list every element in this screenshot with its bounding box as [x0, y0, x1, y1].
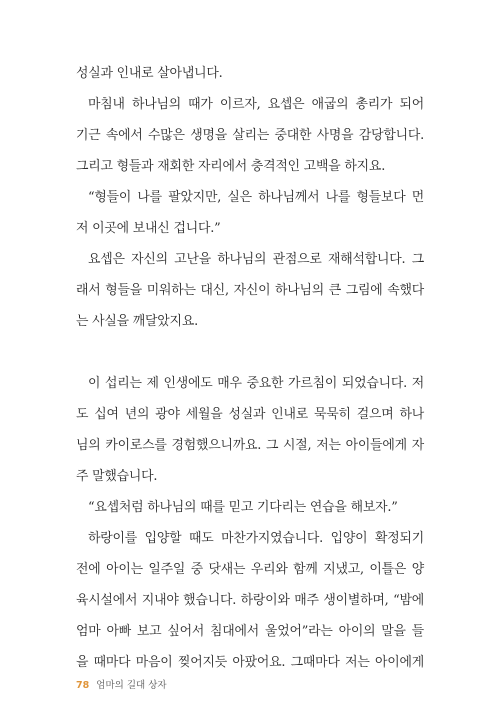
text-line: 는 사실을 깨달았지요. [76, 314, 198, 329]
quote-2 [76, 492, 424, 523]
text-line: 하랑이를 입양할 때도 마찬가지였습니다. 입양이 확정되기 [88, 531, 424, 546]
text-line: 저 이곳에 보내신 겁니다.” [76, 221, 221, 236]
paragraph-5 [76, 523, 424, 678]
paragraph-1 [76, 58, 424, 89]
paragraph-4 [76, 368, 424, 492]
text-line: 육시설에서 지내야 했습니다. 하랑이와 매주 생이별하며, “밤에 [76, 593, 424, 608]
text-line: 성실과 인내로 살아냅니다. [76, 66, 223, 81]
page-number: 78 [76, 680, 90, 691]
page-footer [76, 679, 167, 693]
text-line: 주 말했습니다. [76, 469, 158, 484]
paragraph-2 [76, 89, 424, 182]
text-line: 전에 아이는 일주일 중 닷새는 우리와 함께 지냈고, 이틀은 양 [76, 562, 424, 577]
paragraph-3 [76, 244, 424, 337]
text-line: 래서 형들을 미워하는 대신, 자신이 하나님의 큰 그림에 속했다 [76, 283, 424, 298]
body-text [76, 58, 424, 678]
text-line: 그리고 형들과 재회한 자리에서 충격적인 고백을 하지요. [76, 159, 386, 174]
running-title: 엄마의 길대 상자 [96, 680, 167, 691]
quote-1 [76, 182, 424, 244]
text-line: 마침내 하나님의 때가 이르자, 요셉은 애굽의 총리가 되어 [88, 97, 424, 112]
text-line: 님의 카이로스를 경험했으니까요. 그 시절, 저는 아이들에게 자 [76, 438, 424, 453]
text-line: 도 십여 년의 광야 세월을 성실과 인내로 묵묵히 걸으며 하나 [76, 407, 424, 422]
text-line: 요셉은 자신의 고난을 하나님의 관점으로 재해석합니다. 그 [88, 252, 424, 267]
text-line: “형들이 나를 팔았지만, 실은 하나님께서 나를 형들보다 먼 [88, 190, 424, 205]
text-line: 을 때마다 마음이 찢어지듯 아팠어요. 그때마다 저는 아이에게 [76, 655, 424, 670]
text-line: 엄마 아빠 보고 싶어서 침대에서 울었어”라는 아이의 말을 들 [76, 624, 424, 639]
text-line: 기근 속에서 수많은 생명을 살리는 중대한 사명을 감당합니다. [76, 128, 424, 143]
text-line: “요셉처럼 하나님의 때를 믿고 기다리는 연습을 해보자.” [88, 500, 398, 515]
text-line: 이 섭리는 제 인생에도 매우 중요한 가르침이 되었습니다. 저 [88, 376, 424, 391]
section-break [76, 337, 424, 368]
